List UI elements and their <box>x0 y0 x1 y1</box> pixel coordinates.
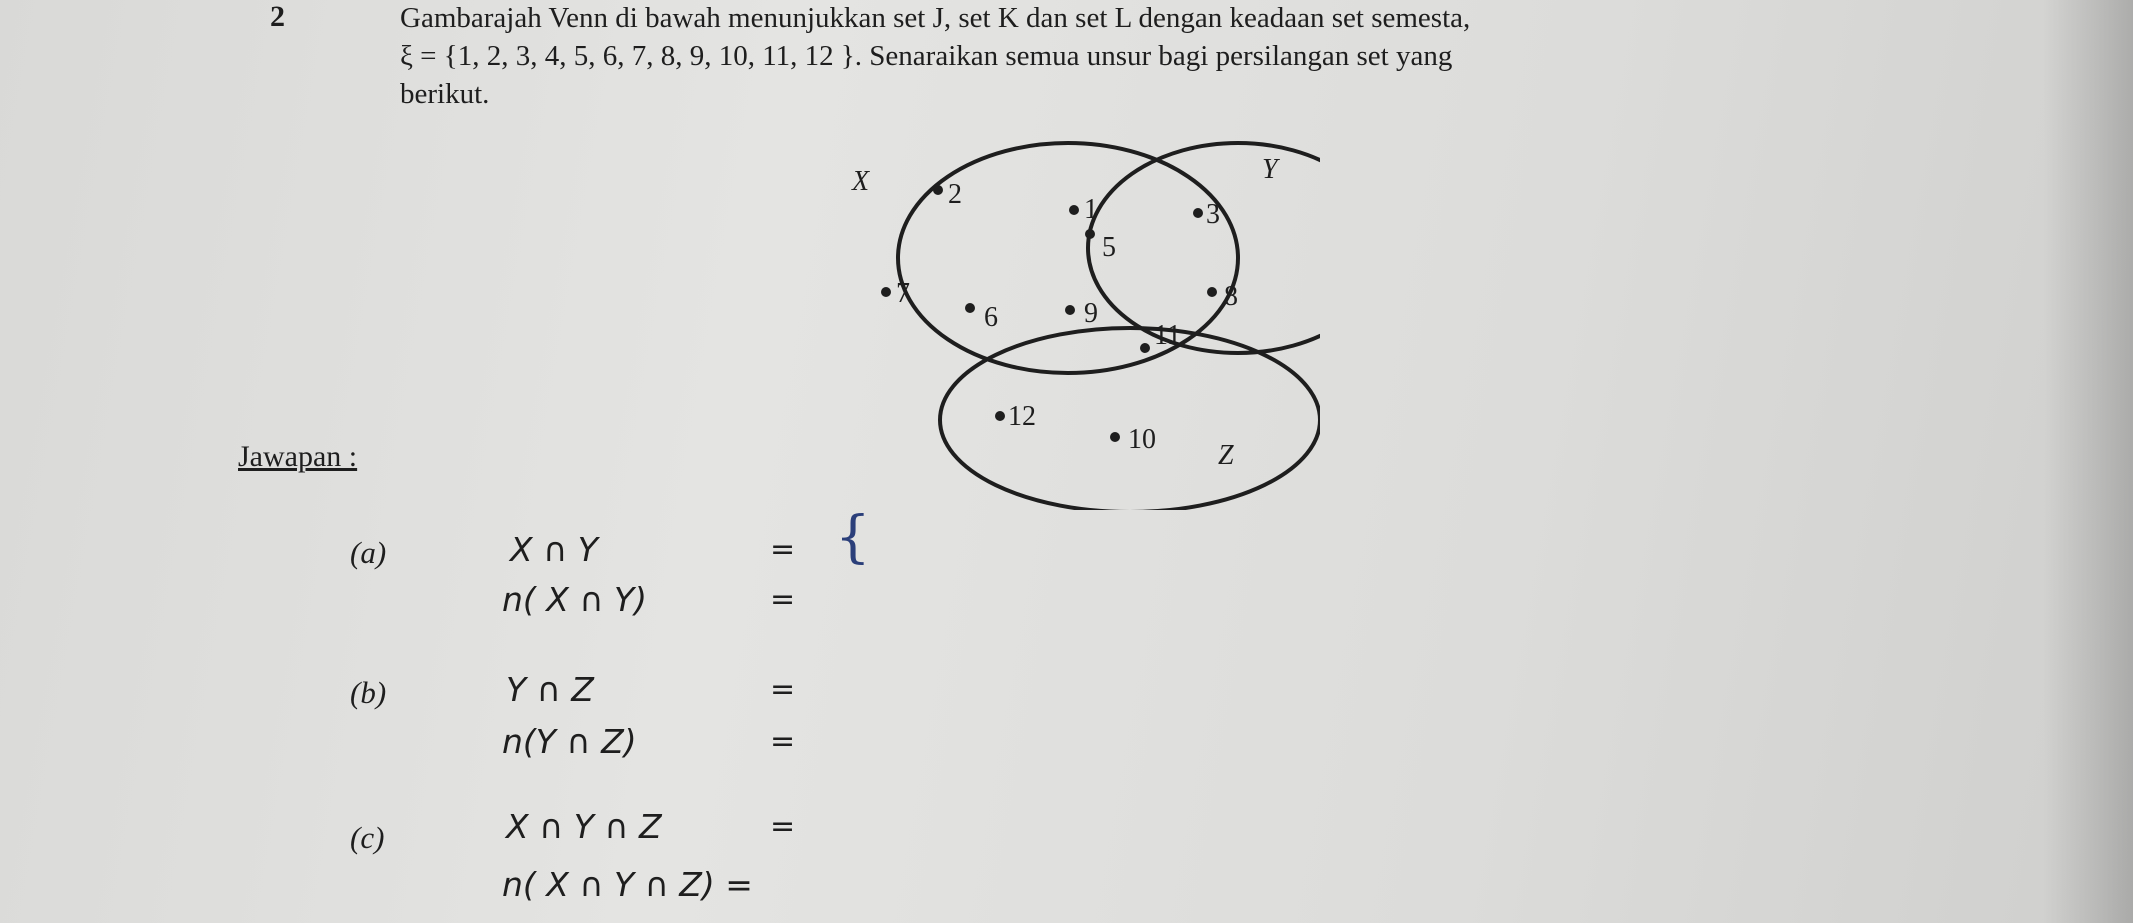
part-c-label: (c) <box>350 820 385 855</box>
part-c-expression: X ∩ Y ∩ Z <box>506 807 662 846</box>
set-x-circle <box>898 143 1238 373</box>
question-line-2: ξ = {1, 2, 3, 4, 5, 6, 7, 8, 9, 10, 11, 12 }. Senaraikan semua unsur bagi persilangan set yang <box>400 40 1453 72</box>
svg-text:6: 6 <box>984 302 998 333</box>
element-7 <box>881 278 910 309</box>
element-10 <box>1110 424 1156 455</box>
svg-text:1: 1 <box>1084 194 1098 225</box>
label-y: Y <box>1262 154 1278 185</box>
svg-text:12: 12 <box>1008 401 1036 432</box>
part-a-handwritten-brace: { <box>835 505 871 570</box>
question-number: 2 <box>270 0 285 33</box>
label-x: X <box>852 166 870 197</box>
part-b-label: (b) <box>350 675 387 710</box>
part-a-expression: X ∩ Y <box>510 530 598 569</box>
element-1 <box>1069 194 1098 225</box>
set-y-circle <box>1088 143 1320 353</box>
part-b-expression: Y ∩ Z <box>506 670 594 709</box>
element-9 <box>1065 298 1098 329</box>
element-11 <box>1140 320 1181 353</box>
page-edge-shadow <box>2043 0 2133 923</box>
venn-diagram <box>840 130 1320 510</box>
svg-text:3: 3 <box>1206 199 1220 230</box>
part-c-equals: = <box>770 809 796 844</box>
element-6 <box>965 302 998 333</box>
svg-text:7: 7 <box>896 278 910 309</box>
svg-text:11: 11 <box>1154 320 1181 351</box>
question-line-1: Gambarajah Venn di bawah menunjukkan set J, set K dan set L dengan keadaan set semesta, <box>400 2 1471 34</box>
svg-text:5: 5 <box>1102 232 1116 263</box>
part-a-count-equals: = <box>770 582 796 617</box>
part-b-equals: = <box>770 672 796 707</box>
part-c-count-expression: n( X ∩ Y ∩ Z) = <box>502 865 753 904</box>
part-b-count-equals: = <box>770 724 796 759</box>
element-12 <box>995 401 1036 432</box>
svg-text:2: 2 <box>948 179 962 210</box>
element-3 <box>1193 199 1220 230</box>
part-b-count-expression: n(Y ∩ Z) <box>502 722 637 761</box>
part-a-label: (a) <box>350 535 387 570</box>
svg-text:8: 8 <box>1224 281 1238 312</box>
part-a-equals: = <box>770 532 796 567</box>
question-line-3: berikut. <box>400 78 490 110</box>
label-z: Z <box>1218 440 1234 471</box>
answer-heading: Jawapan : <box>238 440 358 473</box>
svg-text:9: 9 <box>1084 298 1098 329</box>
part-a-count-expression: n( X ∩ Y) <box>502 580 648 619</box>
svg-text:10: 10 <box>1128 424 1156 455</box>
